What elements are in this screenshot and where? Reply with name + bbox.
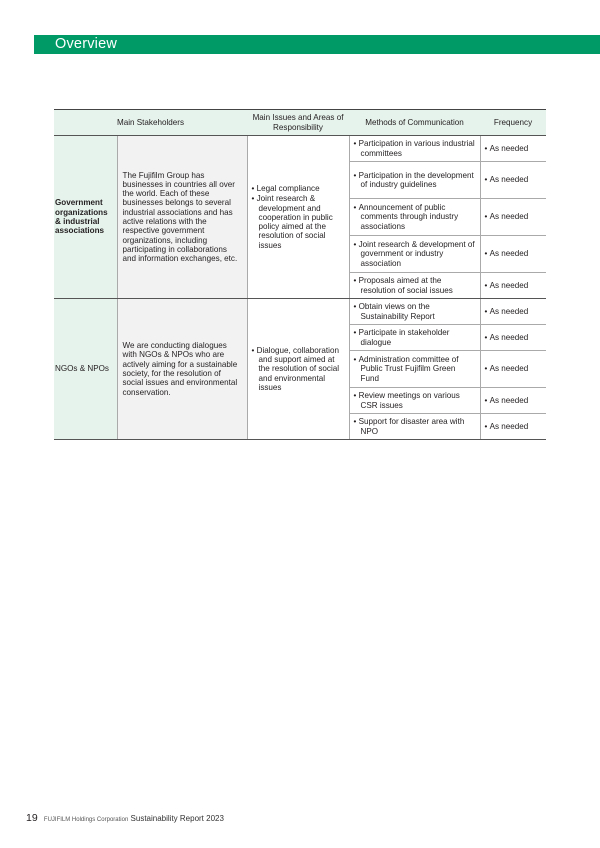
page-footer [26,812,224,824]
method-item: • Participation in various industrial committees [354,139,476,158]
stakeholder-name: NGOs & NPOs [54,299,117,440]
issues-cell [247,136,349,299]
group-ngos [54,299,546,440]
method-item: • Announcement of public comments through industry associations [354,203,476,231]
method-item: • Obtain views on the Sustainability Report [354,302,476,321]
frequency-value: • As needed [485,422,543,431]
frequency-value: • As needed [485,144,543,153]
method-item: • Review meetings on various CSR issues [354,391,476,410]
issue-item: • Legal compliance [252,184,345,193]
method-item: • Joint research & development of government or industry association [354,240,476,268]
col-header-frequency: Frequency [480,110,546,136]
corporation-name: FUJIFILM Holdings Corporation [43,817,129,823]
frequency-value: • As needed [485,249,543,258]
frequency-value: • As needed [485,307,543,316]
col-header-issues: Main Issues and Areas of Responsibility [247,110,349,136]
section-header-bar [34,35,600,54]
col-header-methods: Methods of Communication [349,110,480,136]
issues-cell [247,299,349,440]
page-number: 19 [26,812,38,824]
issue-item: • Dialogue, collaboration and support aimed at the resolution of social and environmental issues [252,346,345,392]
col-header-stakeholders: Main Stakeholders [54,110,247,136]
report-title: Sustainability Report 2023 [130,814,224,823]
method-item: • Participate in stakeholder dialogue [354,328,476,347]
frequency-value: • As needed [485,281,543,290]
method-item: • Administration committee of Public Trust Fujifilm Green Fund [354,355,476,383]
method-item: • Support for disaster area with NPO [354,417,476,436]
frequency-value: • As needed [485,333,543,342]
stakeholder-table [54,109,546,440]
frequency-value: • As needed [485,396,543,405]
table-row [54,136,546,162]
stakeholder-description: We are conducting dialogues with NGOs & NPOs who are actively aiming for a sustainable society, for the resolution of social issues and environmental conservation. [117,299,247,440]
stakeholder-name: Government organizations & industrial associations [54,136,117,299]
section-title: Overview [55,36,118,52]
group-government [54,136,546,299]
frequency-value: • As needed [485,212,543,221]
issue-item: • Joint research & development and cooperation in public policy aimed at the resolution of social issues [252,194,345,250]
frequency-value: • As needed [485,364,543,373]
table-header-row [54,110,546,136]
stakeholder-description: The Fujifilm Group has businesses in countries all over the world. Each of these businesses belongs to several industrial associations and has active relations with the respective government organizations, including participating in collaborations and information exchanges, etc. [117,136,247,299]
method-item: • Proposals aimed at the resolution of social issues [354,276,476,295]
method-item: • Participation in the development of industry guidelines [354,171,476,190]
table-row [54,299,546,325]
frequency-value: • As needed [485,175,543,184]
